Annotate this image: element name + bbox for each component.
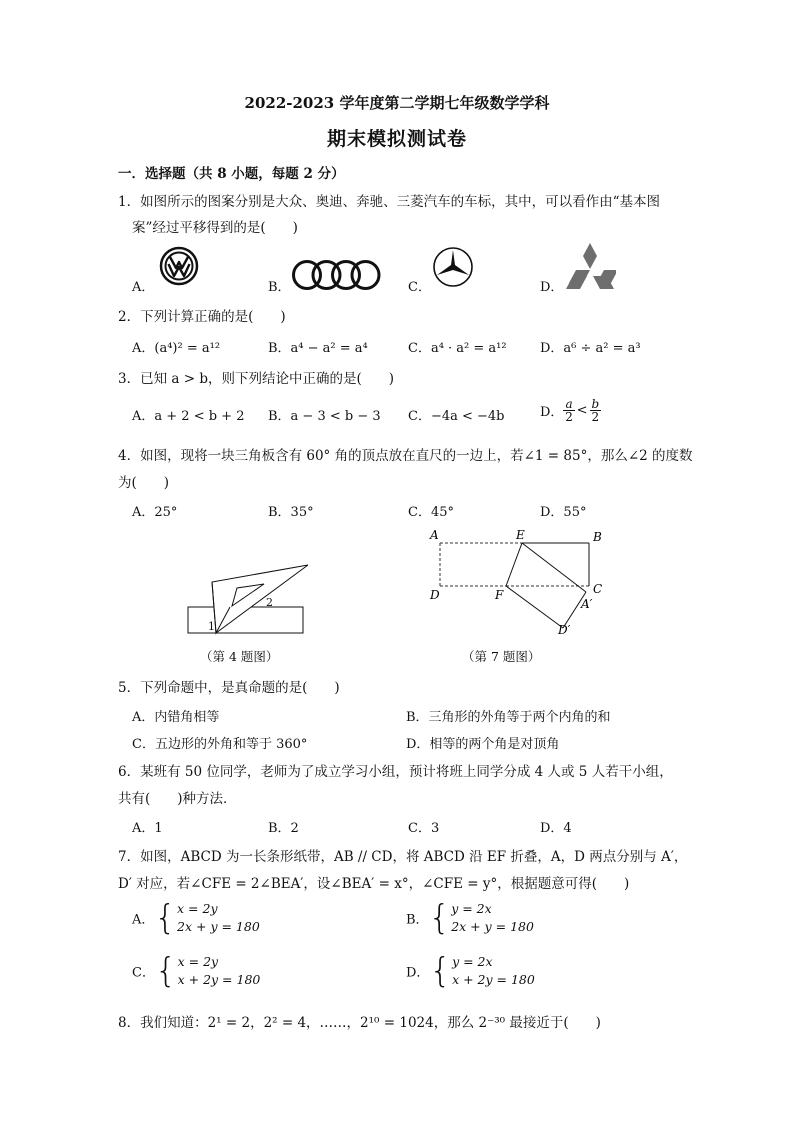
q7-option-d-label: D． xyxy=(406,965,430,981)
fig7-point-d: D xyxy=(430,588,440,602)
q7-c-eq1: x = 2y xyxy=(177,954,219,969)
fig4-angle-2-label: 2 xyxy=(266,596,273,609)
q3-option-c: C．−4a < −4b xyxy=(408,409,505,424)
q2-option-a: A．(a⁴)² = a¹² xyxy=(132,341,221,356)
q7-stem-line1: 7．如图，ABCD 为一长条形纸带，AB // CD，将 ABCD 沿 EF 折叠，A，D 两点分别与 A′， xyxy=(118,849,688,865)
q6-stem-line2: 共有( )种方法． xyxy=(118,791,237,807)
fig7-point-a: A xyxy=(430,528,439,542)
q7-b-eq2: 2x + y = 180 xyxy=(451,919,534,934)
q4-stem-line2: 为( ) xyxy=(118,475,170,491)
q3-fraction-b-over-2: $\frac{b}{2}$ xyxy=(591,397,600,424)
q3-fraction-a-over-2: $\frac{a}{2}$ xyxy=(565,397,573,424)
q7-b-eq1: y = 2x xyxy=(451,901,492,916)
q7-option-a-label: A． xyxy=(132,912,155,928)
exam-title-line1: 2022-2023 学年度第二学期七年级数学学科 xyxy=(244,94,550,112)
q7-a-eq2: 2x + y = 180 xyxy=(177,919,260,934)
q3-less-than: < xyxy=(576,403,588,418)
q2-option-d: D．a⁶ ÷ a² = a³ xyxy=(540,341,641,356)
q4-option-d: D．55° xyxy=(540,505,587,520)
q2-option-c: C．a⁴ · a² = a¹² xyxy=(408,341,507,356)
q7-d-eq2: x + 2y = 180 xyxy=(452,972,535,987)
q4-stem-line1: 4．如图，现将一块三角板含有 60° 角的顶点放在直尺的一边上，若∠1 = 85°，那么∠2 的度数 xyxy=(118,448,693,464)
q7-option-b-label: B． xyxy=(406,912,429,928)
q1-option-a-label: A． xyxy=(132,280,155,295)
q7-option-c: C．{ x = 2y x + 2y = 180 xyxy=(132,951,261,991)
q1-stem-line2: 案”经过平移得到的是( ) xyxy=(132,220,298,236)
q7-c-eq2: x + 2y = 180 xyxy=(177,972,261,987)
exam-title-line2: 期末模拟测试卷 xyxy=(326,128,467,150)
fig7-point-f: F xyxy=(495,588,504,602)
audi-rings-logo-icon xyxy=(290,258,382,292)
fig7-point-c: C xyxy=(593,582,603,596)
q6-option-b: B．2 xyxy=(268,821,299,836)
q1-stem-line1: 1．如图所示的图案分别是大众、奥迪、奔驰、三菱汽车的车标，其中，可以看作由“基本图 xyxy=(118,194,660,210)
q4-option-a: A．25° xyxy=(132,505,178,520)
q3-stem: 3．已知 a > b，则下列结论中正确的是( ) xyxy=(118,371,394,387)
q3-option-d-label: D． xyxy=(540,405,564,420)
q3-option-b: B．a − 3 < b − 3 xyxy=(268,409,381,424)
q4-option-b: B．35° xyxy=(268,505,314,520)
q1-option-c-label: C． xyxy=(408,280,431,295)
fig7-point-e: E xyxy=(516,528,525,542)
fig7-point-a-prime: A′ xyxy=(581,597,593,611)
figure-4-caption: （第 4 题图） xyxy=(200,649,279,664)
q6-stem-line1: 6．某班有 50 位同学，老师为了成立学习小组，预计将班上同学分成 4 人或 5 人若干小组， xyxy=(118,764,673,780)
mitsubishi-diamonds-logo-icon xyxy=(564,242,616,290)
fig4-angle-1-label: 1 xyxy=(208,620,215,633)
figure-4-ruler-triangle xyxy=(180,560,320,640)
q6-option-c: C．3 xyxy=(408,821,440,836)
q7-option-c-label: C． xyxy=(132,965,155,981)
q7-d-eq1: y = 2x xyxy=(452,954,493,969)
q8-stem: 8．我们知道：2¹ = 2，2² = 4，……，2¹⁰ = 1024，那么 2⁻³⁰ 最接近于( ) xyxy=(118,1015,601,1031)
q7-option-a: A．{ x = 2y 2x + y = 180 xyxy=(132,898,260,938)
mercedes-star-logo-icon xyxy=(430,246,476,288)
q3-option-d xyxy=(540,398,601,423)
q2-stem: 2．下列计算正确的是( ) xyxy=(118,309,286,325)
q5-option-a: A．内错角相等 xyxy=(132,710,220,725)
q6-option-a: A．1 xyxy=(132,821,163,836)
q5-stem: 5．下列命题中，是真命题的是( ) xyxy=(118,680,340,696)
q3-option-a: A．a + 2 < b + 2 xyxy=(132,409,245,424)
q2-option-b: B．a⁴ − a² = a⁴ xyxy=(268,341,368,356)
fig7-point-b: B xyxy=(593,530,602,544)
q4-option-c: C．45° xyxy=(408,505,454,520)
section-heading-choice: 一．选择题（共 8 小题，每题 2 分） xyxy=(118,166,345,182)
q5-option-c: C．五边形的外角和等于 360° xyxy=(132,737,308,752)
q6-option-d: D．4 xyxy=(540,821,572,836)
fig7-point-d-prime: D′ xyxy=(558,623,571,637)
volkswagen-logo-icon xyxy=(156,246,202,286)
q1-option-b-label: B． xyxy=(268,280,291,295)
q5-option-b: B．三角形的外角等于两个内角的和 xyxy=(406,710,611,725)
q1-option-d-label: D． xyxy=(540,280,564,295)
figure-7-caption: （第 7 题图） xyxy=(462,649,541,664)
q7-option-d: D．{ y = 2x x + 2y = 180 xyxy=(406,951,535,991)
q7-a-eq1: x = 2y xyxy=(177,901,218,916)
q7-stem-line2: D′ 对应，若∠CFE = 2∠BEA′，设∠BEA′ = x°，∠CFE = y°，根据题意可得( ) xyxy=(118,876,630,892)
figure-7-folded-strip xyxy=(426,526,626,638)
q7-option-b: B．{ y = 2x 2x + y = 180 xyxy=(406,898,534,938)
q5-option-d: D．相等的两个角是对顶角 xyxy=(406,737,560,752)
